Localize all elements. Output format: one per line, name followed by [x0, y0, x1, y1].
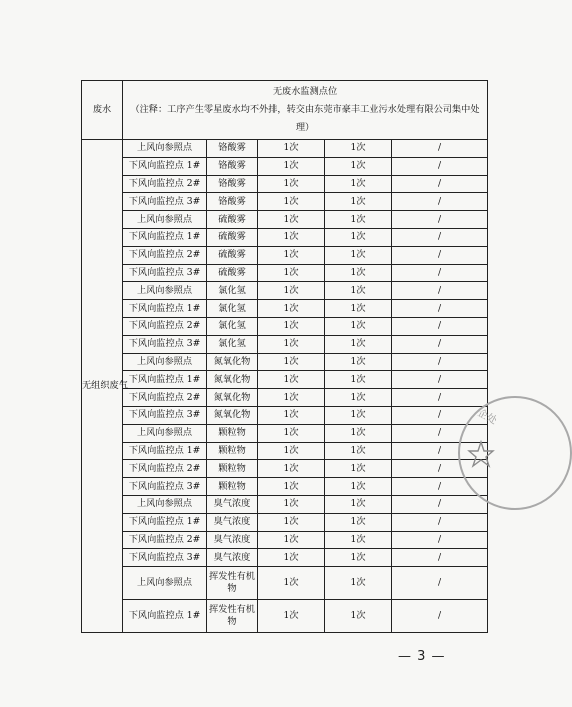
monitoring-point-cell: 下风向监控点 3#: [123, 193, 207, 211]
remark-cell: /: [392, 371, 488, 389]
frequency-cell-1: 1次: [258, 193, 325, 211]
frequency-cell-2: 1次: [325, 246, 392, 264]
monitoring-point-cell: 下风向监控点 1#: [123, 442, 207, 460]
remark-cell: /: [392, 460, 488, 478]
table-row: [82, 567, 488, 600]
table-body: [82, 81, 488, 633]
monitoring-point-cell: 下风向监控点 2#: [123, 389, 207, 407]
frequency-cell-2: 1次: [325, 371, 392, 389]
remark-cell: /: [392, 317, 488, 335]
frequency-cell-2: 1次: [325, 157, 392, 175]
frequency-cell-2: 1次: [325, 211, 392, 229]
monitoring-point-cell: 下风向监控点 3#: [123, 549, 207, 567]
remark-cell: /: [392, 211, 488, 229]
pollutant-cell: 臭气浓度: [207, 513, 258, 531]
remark-cell: /: [392, 140, 488, 158]
table-row: [82, 246, 488, 264]
pollutant-cell: 挥发性有机物: [207, 600, 258, 633]
remark-cell: /: [392, 567, 488, 600]
monitoring-table: [81, 80, 488, 633]
monitoring-point-cell: 上风向参照点: [123, 353, 207, 371]
pollutant-cell: 氯化氢: [207, 317, 258, 335]
frequency-cell-2: 1次: [325, 531, 392, 549]
table-row: [82, 211, 488, 229]
frequency-cell-1: 1次: [258, 567, 325, 600]
seal-star-icon: [468, 441, 494, 467]
monitoring-point-cell: 下风向监控点 1#: [123, 600, 207, 633]
frequency-cell-1: 1次: [258, 211, 325, 229]
monitoring-point-cell: 下风向监控点 1#: [123, 228, 207, 246]
table-row: [82, 424, 488, 442]
frequency-cell-2: 1次: [325, 353, 392, 371]
table-row: [82, 460, 488, 478]
monitoring-point-cell: 下风向监控点 1#: [123, 513, 207, 531]
frequency-cell-1: 1次: [258, 300, 325, 318]
frequency-cell-2: 1次: [325, 317, 392, 335]
frequency-cell-1: 1次: [258, 335, 325, 353]
table-row: [82, 389, 488, 407]
monitoring-point-cell: 下风向监控点 2#: [123, 460, 207, 478]
remark-cell: /: [392, 246, 488, 264]
frequency-cell-2: 1次: [325, 406, 392, 424]
remark-cell: /: [392, 175, 488, 193]
frequency-cell-2: 1次: [325, 228, 392, 246]
table-row: [82, 282, 488, 300]
remark-cell: /: [392, 549, 488, 567]
pollutant-cell: 铬酸雾: [207, 193, 258, 211]
pollutant-cell: 氯化氢: [207, 300, 258, 318]
monitoring-point-cell: 上风向参照点: [123, 424, 207, 442]
seal-lettering: 企处: [475, 407, 499, 427]
remark-cell: /: [392, 282, 488, 300]
wastewater-description-cell: [123, 81, 488, 140]
frequency-cell-1: 1次: [258, 140, 325, 158]
remark-cell: /: [392, 353, 488, 371]
frequency-cell-2: 1次: [325, 193, 392, 211]
frequency-cell-2: 1次: [325, 442, 392, 460]
frequency-cell-1: 1次: [258, 228, 325, 246]
frequency-cell-2: 1次: [325, 140, 392, 158]
pollutant-cell: 硫酸雾: [207, 264, 258, 282]
frequency-cell-2: 1次: [325, 495, 392, 513]
pollutant-cell: 臭气浓度: [207, 531, 258, 549]
wastewater-row: [82, 81, 488, 140]
table-row: [82, 140, 488, 158]
pollutant-cell: 挥发性有机物: [207, 567, 258, 600]
frequency-cell-2: 1次: [325, 600, 392, 633]
monitoring-point-cell: 上风向参照点: [123, 495, 207, 513]
remark-cell: /: [392, 442, 488, 460]
pollutant-cell: 氮氧化物: [207, 389, 258, 407]
pollutant-cell: 氯化氢: [207, 335, 258, 353]
pollutant-cell: 臭气浓度: [207, 495, 258, 513]
pollutant-cell: 氮氧化物: [207, 353, 258, 371]
monitoring-point-cell: 上风向参照点: [123, 567, 207, 600]
frequency-cell-1: 1次: [258, 460, 325, 478]
exhaust-category-cell: 无组织废气: [82, 140, 123, 633]
pollutant-cell: 臭气浓度: [207, 549, 258, 567]
pollutant-cell: 氯化氢: [207, 282, 258, 300]
monitoring-point-cell: 下风向监控点 3#: [123, 406, 207, 424]
frequency-cell-1: 1次: [258, 513, 325, 531]
frequency-cell-1: 1次: [258, 264, 325, 282]
monitoring-point-cell: 上风向参照点: [123, 211, 207, 229]
monitoring-point-cell: 下风向监控点 2#: [123, 317, 207, 335]
monitoring-point-cell: 下风向监控点 2#: [123, 175, 207, 193]
monitoring-point-cell: 下风向监控点 1#: [123, 371, 207, 389]
table-row: [82, 228, 488, 246]
table-row: [82, 300, 488, 318]
remark-cell: /: [392, 264, 488, 282]
frequency-cell-2: 1次: [325, 460, 392, 478]
remark-cell: /: [392, 157, 488, 175]
pollutant-cell: 硫酸雾: [207, 211, 258, 229]
table-row: [82, 317, 488, 335]
pollutant-cell: 氮氧化物: [207, 406, 258, 424]
table-row: [82, 600, 488, 633]
table-row: [82, 371, 488, 389]
monitoring-point-cell: 下风向监控点 1#: [123, 300, 207, 318]
table-row: [82, 478, 488, 496]
frequency-cell-1: 1次: [258, 478, 325, 496]
remark-cell: /: [392, 228, 488, 246]
frequency-cell-1: 1次: [258, 317, 325, 335]
table-row: [82, 175, 488, 193]
pollutant-cell: 硫酸雾: [207, 228, 258, 246]
table-row: [82, 264, 488, 282]
monitoring-point-cell: 上风向参照点: [123, 282, 207, 300]
frequency-cell-1: 1次: [258, 389, 325, 407]
pollutant-cell: 颗粒物: [207, 460, 258, 478]
page-number: — 3 —: [398, 649, 446, 664]
frequency-cell-1: 1次: [258, 175, 325, 193]
pollutant-cell: 氮氧化物: [207, 371, 258, 389]
remark-cell: /: [392, 424, 488, 442]
frequency-cell-1: 1次: [258, 442, 325, 460]
monitoring-point-cell: 下风向监控点 2#: [123, 246, 207, 264]
frequency-cell-2: 1次: [325, 175, 392, 193]
remark-cell: /: [392, 406, 488, 424]
table-row: [82, 353, 488, 371]
frequency-cell-2: 1次: [325, 282, 392, 300]
monitoring-point-cell: 下风向监控点 1#: [123, 157, 207, 175]
frequency-cell-1: 1次: [258, 495, 325, 513]
frequency-cell-1: 1次: [258, 371, 325, 389]
pollutant-cell: 铬酸雾: [207, 140, 258, 158]
frequency-cell-2: 1次: [325, 300, 392, 318]
table-row: [82, 157, 488, 175]
remark-cell: /: [392, 495, 488, 513]
frequency-cell-1: 1次: [258, 531, 325, 549]
frequency-cell-1: 1次: [258, 353, 325, 371]
pollutant-cell: 颗粒物: [207, 424, 258, 442]
table-row: [82, 549, 488, 567]
remark-cell: /: [392, 300, 488, 318]
remark-cell: /: [392, 513, 488, 531]
remark-cell: /: [392, 389, 488, 407]
frequency-cell-1: 1次: [258, 157, 325, 175]
wastewater-note: （注释：工序产生零星废水均不外排，转交由东莞市豪丰工业污水处理有限公司集中处理）: [130, 104, 480, 133]
pollutant-cell: 硫酸雾: [207, 246, 258, 264]
monitoring-point-cell: 上风向参照点: [123, 140, 207, 158]
table-row: [82, 442, 488, 460]
frequency-cell-1: 1次: [258, 246, 325, 264]
table-row: [82, 335, 488, 353]
frequency-cell-2: 1次: [325, 567, 392, 600]
pollutant-cell: 颗粒物: [207, 442, 258, 460]
frequency-cell-2: 1次: [325, 335, 392, 353]
frequency-cell-1: 1次: [258, 406, 325, 424]
remark-cell: /: [392, 193, 488, 211]
monitoring-point-cell: 下风向监控点 3#: [123, 335, 207, 353]
frequency-cell-1: 1次: [258, 424, 325, 442]
monitoring-point-cell: 下风向监控点 2#: [123, 531, 207, 549]
monitoring-point-cell: 下风向监控点 3#: [123, 264, 207, 282]
frequency-cell-2: 1次: [325, 513, 392, 531]
table-row: [82, 495, 488, 513]
frequency-cell-2: 1次: [325, 424, 392, 442]
remark-cell: /: [392, 335, 488, 353]
pollutant-cell: 铬酸雾: [207, 157, 258, 175]
frequency-cell-2: 1次: [325, 264, 392, 282]
pollutant-cell: 铬酸雾: [207, 175, 258, 193]
frequency-cell-2: 1次: [325, 389, 392, 407]
table-row: [82, 406, 488, 424]
frequency-cell-1: 1次: [258, 549, 325, 567]
monitoring-point-cell: 下风向监控点 3#: [123, 478, 207, 496]
table-row: [82, 193, 488, 211]
table-row: [82, 513, 488, 531]
remark-cell: /: [392, 600, 488, 633]
frequency-cell-2: 1次: [325, 478, 392, 496]
wastewater-category-cell: 废水: [82, 81, 123, 140]
table-row: [82, 531, 488, 549]
remark-cell: /: [392, 531, 488, 549]
remark-cell: /: [392, 478, 488, 496]
frequency-cell-1: 1次: [258, 600, 325, 633]
wastewater-title: 无废水监测点位: [272, 86, 338, 97]
frequency-cell-1: 1次: [258, 282, 325, 300]
pollutant-cell: 颗粒物: [207, 478, 258, 496]
frequency-cell-2: 1次: [325, 549, 392, 567]
